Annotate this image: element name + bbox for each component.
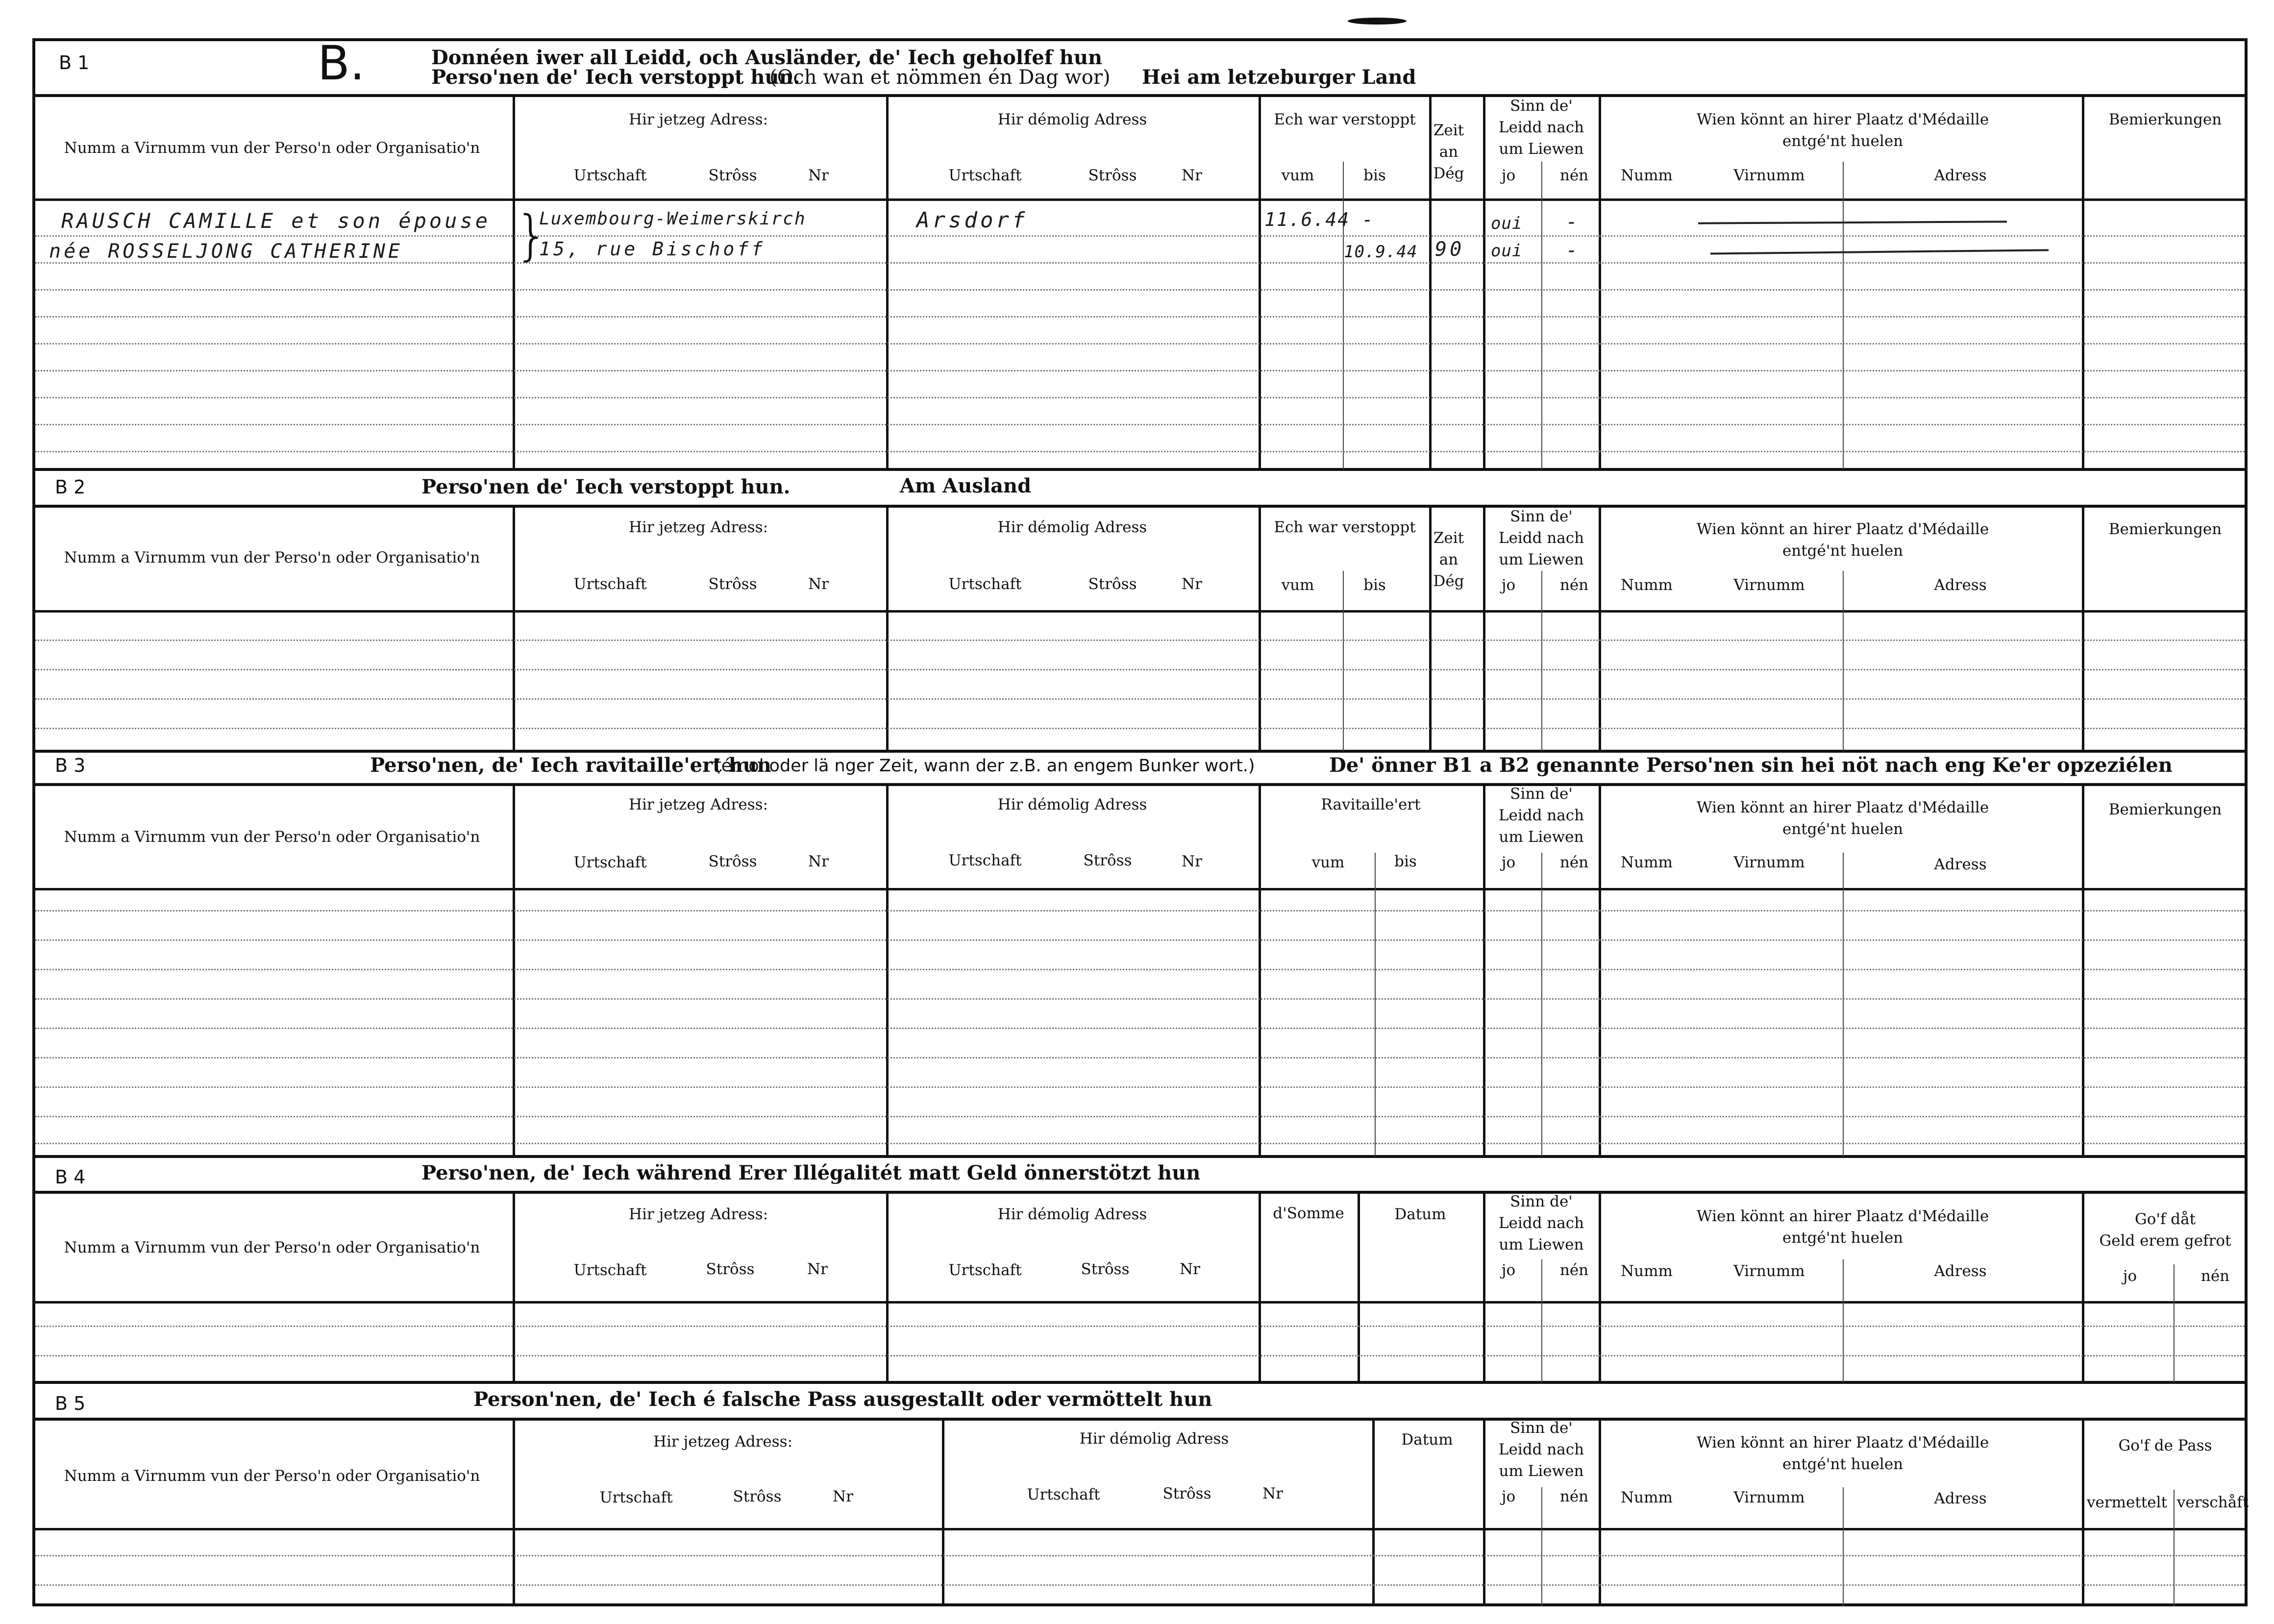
row-line (35, 1143, 2245, 1144)
b1-row1-vum: 11.6.44 - (1264, 209, 1374, 230)
b4-header-alive-l2: Leidd nach (1498, 1214, 1584, 1232)
b1-header-an: an (1439, 143, 1458, 161)
b5-header-former-address: Hir démolig Adress (1079, 1430, 1229, 1448)
b5-header-urtschaft: Urtschaft (599, 1489, 673, 1506)
b3-top-line (32, 783, 2248, 786)
b1-header-name: Numm a Virnumm vun der Perso'n oder Organisatio'n (64, 139, 480, 157)
b1-header-adress: Adress (1934, 167, 1987, 184)
b5-top-line (32, 1418, 2248, 1421)
b2-top-line (32, 505, 2248, 508)
b5-header-name: Numm a Virnumm vun der Perso'n oder Organisatio'n (64, 1467, 480, 1485)
b4-header-urtschaft2: Urtschaft (948, 1261, 1022, 1279)
row-line (35, 998, 2245, 1000)
b1-title-line2c: Hei am letzeburger Land (1142, 66, 1416, 89)
row-line (35, 1555, 2245, 1556)
b2-header-alive-l2: Leidd nach (1498, 529, 1584, 547)
b4-header-datum: Datum (1394, 1206, 1446, 1223)
b3-header-nen: nén (1559, 854, 1589, 871)
b5-header-stross: Strôss (733, 1488, 782, 1505)
b1-bottom-line (32, 468, 2248, 471)
b5-header-current-address: Hir jetzeg Adress: (653, 1433, 793, 1451)
b1-header-medal-l2: entgé'nt huelen (1782, 132, 1903, 150)
b1-row2-name: née ROSSELJONG CATHERINE (49, 240, 403, 263)
b1-header-stross: Strôss (708, 167, 757, 184)
b4-header-numm: Numm (1621, 1262, 1673, 1280)
b1-header-virnumm: Virnumm (1733, 167, 1805, 184)
b2-header-urtschaft2: Urtschaft (948, 575, 1022, 593)
b4-header-medal-l1: Wien könnt an hirer Plaatz d'Médaille (1696, 1207, 1989, 1225)
b1-title-line1: Donnéen iwer all Leidd, och Ausländer, de' Iech geholfef hun (431, 46, 1103, 69)
b5-header-datum: Datum (1401, 1431, 1453, 1449)
b1-section-id: B 1 (59, 52, 90, 74)
b5-header-verschaft: verschåft (2176, 1494, 2249, 1511)
row-line (35, 698, 2245, 700)
b1-header-hidden: Ech war verstoppt (1274, 111, 1416, 128)
b1-header-alive-l1: Sinn de' (1510, 97, 1573, 115)
b3-header-stross2: Strôss (1083, 852, 1132, 869)
b1-header-alive-l2: Leidd nach (1498, 119, 1584, 136)
b3-header-alive-l2: Leidd nach (1498, 807, 1584, 824)
b1-header-deg: Dég (1433, 165, 1464, 182)
b3-header-remarks: Bemierkungen (2108, 801, 2222, 818)
b5-rows (35, 1530, 2245, 1604)
b2-header-medal-l2: entgé'nt huelen (1782, 542, 1903, 560)
b3-header-numm: Numm (1621, 854, 1673, 871)
b5-header-medal-l2: entgé'nt huelen (1782, 1455, 1903, 1473)
row-line (35, 1086, 2245, 1088)
b5-header-alive-l3: um Liewen (1499, 1462, 1584, 1480)
b1-header-urtschaft: Urtschaft (573, 167, 647, 184)
b5-header-virnumm: Virnumm (1733, 1489, 1805, 1506)
b1-header-urtschaft2: Urtschaft (948, 167, 1022, 184)
b3-header-alive-l1: Sinn de' (1510, 785, 1573, 803)
b4-header-name: Numm a Virnumm vun der Perso'n oder Organisatio'n (64, 1239, 480, 1256)
b1-header-zeit: Zeit (1433, 122, 1464, 139)
row-line (35, 1584, 2245, 1586)
b5-header-adress: Adress (1934, 1490, 1987, 1507)
b5-header-nr: Nr (833, 1488, 853, 1505)
b1-row2-current: 15, rue Bischoff (539, 238, 766, 260)
b3-header-nr2: Nr (1182, 853, 1202, 870)
b1-title-bottom-line (32, 94, 2248, 97)
b2-header-current-address: Hir jetzeg Adress: (628, 518, 768, 536)
b4-header-gift-nen: nén (2200, 1267, 2230, 1285)
b2-header-name: Numm a Virnumm vun der Perso'n oder Organisatio'n (64, 549, 480, 566)
b3-header-alive-l3: um Liewen (1499, 828, 1584, 846)
b3-title-b: (émol oder lä nger Zeit, wann der z.B. an engem Bunker wort.) (715, 756, 1255, 776)
b1-header-bis: bis (1363, 167, 1386, 184)
b2-header-nen: nén (1559, 576, 1589, 594)
b1-row2-jo: oui (1491, 241, 1523, 261)
b4-header-virnumm: Virnumm (1733, 1262, 1805, 1280)
b3-rows (35, 890, 2245, 1155)
row-line (35, 939, 2245, 941)
b2-header-stross2: Strôss (1088, 575, 1137, 593)
b2-section-id: B 2 (55, 476, 86, 498)
b4-header-gift-l1: Go'f dåt (2134, 1210, 2196, 1228)
b5-header-jo: jo (1501, 1488, 1516, 1505)
b4-header-stross: Strôss (706, 1260, 755, 1278)
b5-header-stross2: Strôss (1162, 1485, 1211, 1502)
b4-section-id: B 4 (55, 1166, 86, 1188)
b4-header-medal-l2: entgé'nt huelen (1782, 1229, 1903, 1247)
b2-header-virnumm: Virnumm (1733, 576, 1805, 594)
b4-header-gift-jo: jo (2123, 1267, 2137, 1285)
b1-header-nr2: Nr (1182, 167, 1202, 184)
b1-header-stross2: Strôss (1088, 167, 1137, 184)
b3-section-id: B 3 (55, 755, 86, 776)
b2-header-deg: Dég (1433, 572, 1464, 590)
b5-header-vermettelt: vermettelt (2086, 1494, 2168, 1511)
row-line (35, 451, 2245, 452)
b3-header-adress: Adress (1934, 856, 1987, 873)
b1-header-numm: Numm (1621, 167, 1673, 184)
row-line (35, 424, 2245, 425)
ink-blot (1348, 18, 1407, 25)
b1-bracket: } (515, 204, 549, 267)
b1-header-former-address: Hir démolig Adress (997, 111, 1147, 128)
b1-header-remarks: Bemierkungen (2108, 111, 2222, 128)
b3-title-c: De' önner B1 a B2 genannte Perso'nen sin hei nöt nach eng Ke'er opzeziélen (1329, 754, 2173, 777)
b3-header-ravitailleert: Ravitaille'ert (1321, 796, 1421, 813)
b1-row1-nen: - (1566, 211, 1581, 233)
b3-header-stross: Strôss (708, 853, 757, 870)
b1-row2-nen: - (1566, 239, 1581, 262)
b1-header-current-address: Hir jetzeg Adress: (628, 111, 768, 128)
b5-header-alive-l1: Sinn de' (1510, 1419, 1573, 1437)
b4-header-current-address: Hir jetzeg Adress: (628, 1206, 768, 1223)
b3-header-name: Numm a Virnumm vun der Perso'n oder Organisatio'n (64, 828, 480, 846)
b2-header-alive-l1: Sinn de' (1510, 508, 1573, 525)
b1-header-medal-l1: Wien könnt an hirer Plaatz d'Médaille (1696, 111, 1989, 128)
b1-header-nen: nén (1559, 167, 1589, 184)
b4-header-alive-l3: um Liewen (1499, 1236, 1584, 1254)
b3-header-medal-l1: Wien könnt an hirer Plaatz d'Médaille (1696, 799, 1989, 816)
row-line (35, 1057, 2245, 1058)
b1-row2-zeit: 90 (1435, 238, 1465, 261)
b2-header-stross: Strôss (708, 575, 757, 593)
b2-header-remarks: Bemierkungen (2108, 520, 2222, 538)
row-line (35, 1028, 2245, 1029)
b1-row1-former: Arsdorf (916, 208, 1028, 233)
b3-header-virnumm: Virnumm (1733, 854, 1805, 871)
b2-header-medal-l1: Wien könnt an hirer Plaatz d'Médaille (1696, 520, 1989, 538)
b5-section-id: B 5 (55, 1393, 86, 1414)
row-line (35, 397, 2245, 398)
b2-header-jo: jo (1501, 576, 1516, 594)
row-line (35, 316, 2245, 318)
b4-top-line (32, 1191, 2248, 1194)
b3-header-jo: jo (1501, 854, 1516, 871)
row-line (35, 969, 2245, 970)
b1-big-letter: B. (318, 36, 365, 91)
row-line (35, 343, 2245, 344)
b4-header-nen: nén (1559, 1261, 1589, 1279)
b4-header-somme: d'Somme (1273, 1205, 1344, 1222)
b2-header-nr: Nr (808, 575, 829, 593)
row-line (35, 640, 2245, 641)
b1-row1-jo: oui (1491, 214, 1523, 233)
b5-header-urtschaft2: Urtschaft (1027, 1486, 1100, 1503)
b2-header-numm: Numm (1621, 576, 1673, 594)
b1-header-nr: Nr (808, 167, 829, 184)
b2-header-nr2: Nr (1182, 575, 1202, 593)
b3-header-bis: bis (1394, 853, 1417, 870)
b2-rows (35, 613, 2245, 750)
b4-header-urtschaft: Urtschaft (573, 1261, 647, 1279)
b3-header-nr: Nr (808, 853, 829, 870)
b4-header-adress: Adress (1934, 1262, 1987, 1280)
b3-header-medal-l2: entgé'nt huelen (1782, 820, 1903, 838)
b5-header-pass: Go'f de Pass (2118, 1437, 2212, 1454)
row-line (35, 1116, 2245, 1117)
b4-header-nr2: Nr (1180, 1260, 1200, 1278)
b1-header-alive-l3: um Liewen (1499, 140, 1584, 158)
b3-header-former-address: Hir démolig Adress (997, 796, 1147, 813)
b5-header-numm: Numm (1621, 1489, 1673, 1506)
b2-header-adress: Adress (1934, 576, 1987, 594)
row-line (35, 235, 2245, 237)
b1-row2-bis: 10.9.44 (1344, 242, 1418, 262)
b3-title-a: Perso'nen, de' Iech ravitaille'ert hun (370, 754, 771, 777)
row-line (35, 728, 2245, 729)
b1-title-line2b: (Och wan et nömmen én Dag wor) (769, 66, 1111, 89)
b2-header-vum: vum (1281, 576, 1314, 594)
b2-header-alive-l3: um Liewen (1499, 551, 1584, 568)
b1-title-line2a: Perso'nen de' Iech verstoppt hun. (431, 66, 800, 89)
b4-header-alive-l1: Sinn de' (1510, 1193, 1573, 1210)
b3-header-current-address: Hir jetzeg Adress: (628, 796, 768, 813)
b5-header-nr2: Nr (1262, 1485, 1283, 1502)
b1-header-jo: jo (1501, 167, 1516, 184)
b5-title: Person'nen, de' Iech é falsche Pass ausgestallt oder vermöttelt hun (473, 1388, 1212, 1411)
b3-header-urtschaft: Urtschaft (573, 854, 647, 871)
b4-rows (35, 1304, 2245, 1381)
b5-header-medal-l1: Wien könnt an hirer Plaatz d'Médaille (1696, 1434, 1989, 1452)
b2-subtitle: Am Ausland (900, 474, 1032, 497)
b2-bottom-line (32, 750, 2248, 753)
b4-header-gift-l2: Geld erem gefrot (2099, 1232, 2231, 1250)
b1-row1-name: RAUSCH CAMILLE et son épouse (61, 209, 491, 233)
row-line (35, 289, 2245, 291)
b5-header-alive-l2: Leidd nach (1498, 1441, 1584, 1458)
b4-title: Perso'nen, de' Iech während Erer Illégalitét matt Geld önnerstötzt hun (421, 1161, 1201, 1184)
b2-header-hidden: Ech war verstoppt (1274, 518, 1416, 536)
b4-bottom-line (32, 1381, 2248, 1384)
row-line (35, 1326, 2245, 1327)
row-line (35, 370, 2245, 371)
b1-row1-current: Luxembourg-Weimerskirch (539, 209, 806, 229)
b4-header-former-address: Hir démolig Adress (997, 1206, 1147, 1223)
b2-header-an: an (1439, 551, 1458, 568)
b5-header-nen: nén (1559, 1488, 1589, 1505)
row-line (35, 669, 2245, 670)
b2-header-urtschaft: Urtschaft (573, 575, 647, 593)
row-line (35, 1355, 2245, 1356)
row-line (35, 910, 2245, 911)
b3-header-urtschaft2: Urtschaft (948, 852, 1022, 869)
b2-header-former-address: Hir démolig Adress (997, 518, 1147, 536)
b1-header-vum: vum (1281, 167, 1314, 184)
b4-header-jo: jo (1501, 1261, 1516, 1279)
b2-header-zeit: Zeit (1433, 529, 1464, 547)
b4-header-nr: Nr (807, 1260, 828, 1278)
b3-header-vum: vum (1311, 854, 1345, 871)
b2-title: Perso'nen de' Iech verstoppt hun. (421, 475, 791, 498)
b3-bottom-line (32, 1155, 2248, 1158)
b4-header-stross2: Strôss (1081, 1260, 1130, 1278)
b2-header-bis: bis (1363, 576, 1386, 594)
